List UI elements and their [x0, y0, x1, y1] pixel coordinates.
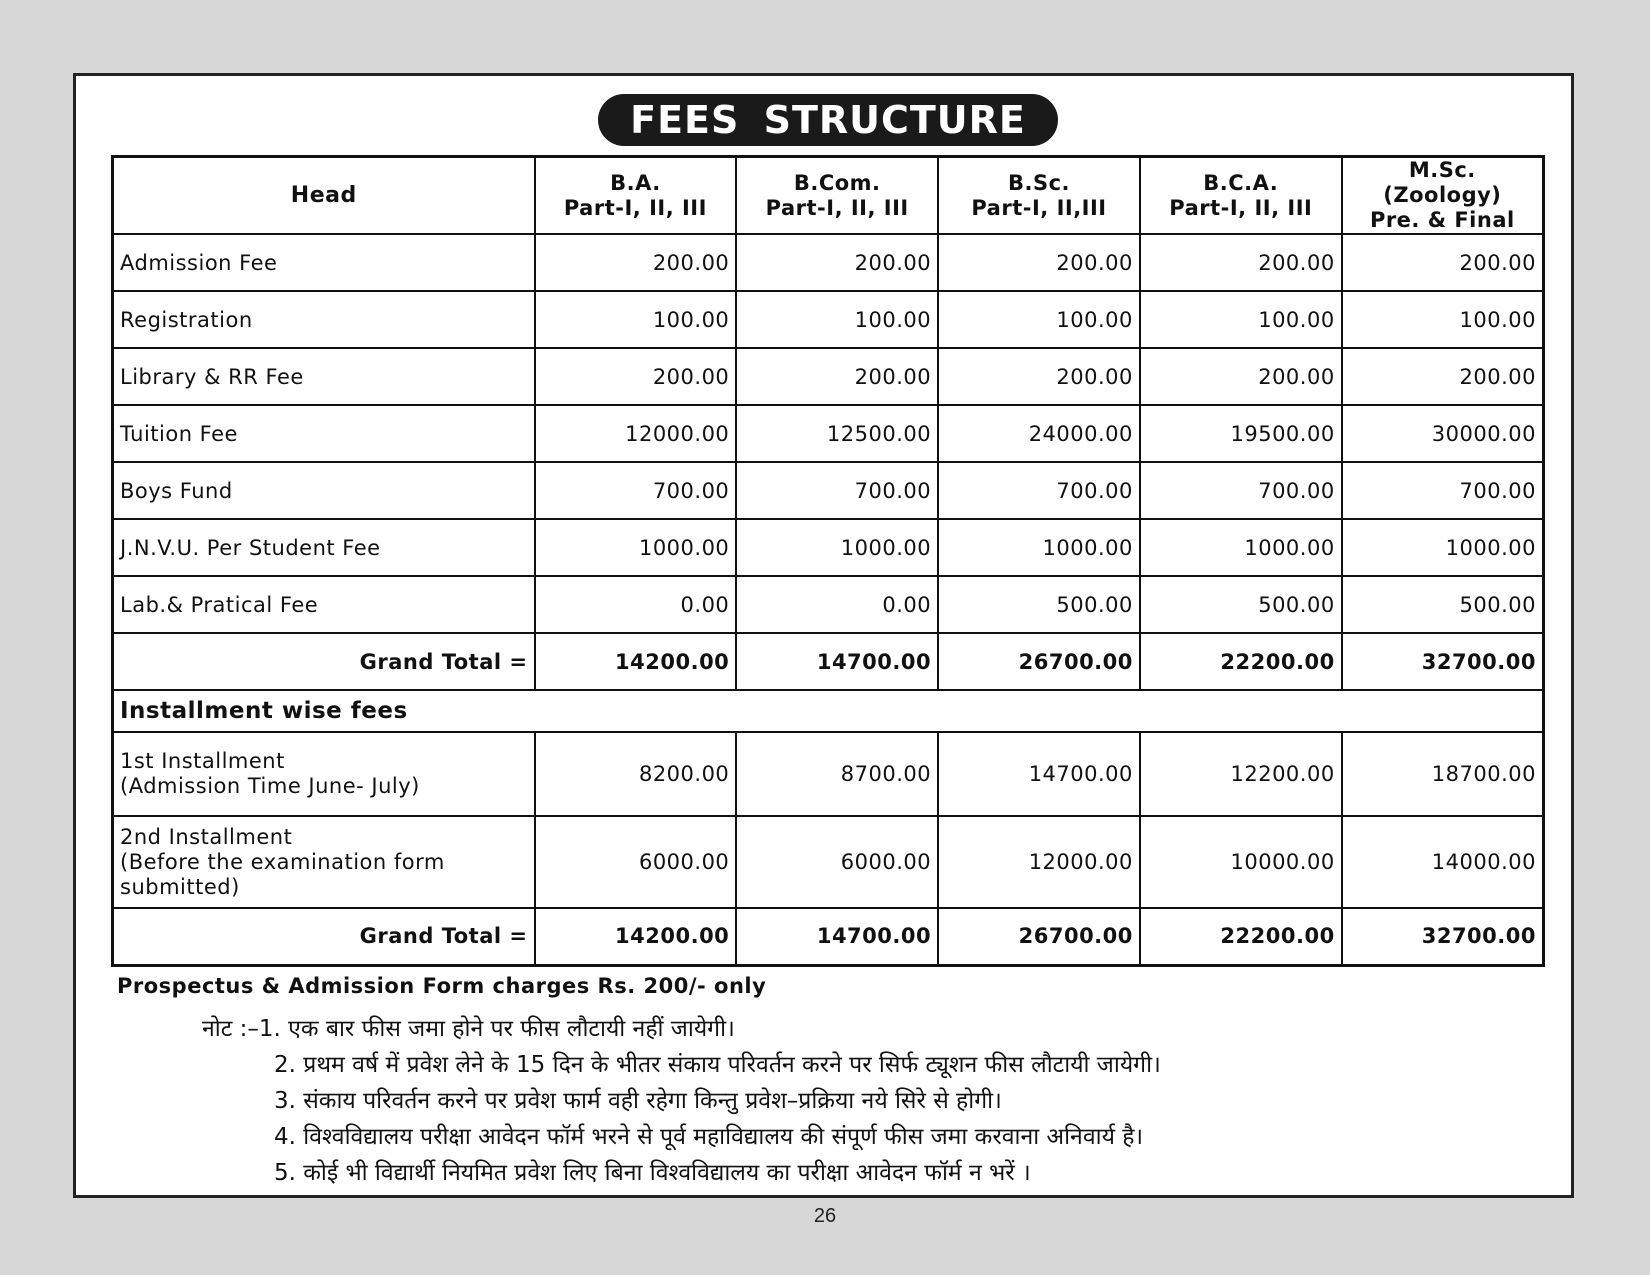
fee-cell: 700.00 [535, 462, 737, 519]
fee-cell: 200.00 [535, 348, 737, 405]
column-header-line: Part-I, II,III [971, 195, 1107, 220]
column-header-line: Pre. & Final [1369, 208, 1515, 232]
column-header-line: B.Com. [793, 170, 881, 195]
column-header-line: M.Sc. [1408, 158, 1476, 182]
total-cell: 26700.00 [938, 908, 1140, 965]
fee-cell: 10000.00 [1140, 816, 1342, 908]
fee-cell: 100.00 [1140, 291, 1342, 348]
fee-cell: 12000.00 [535, 405, 737, 462]
table-row-library-rr-fee [113, 348, 1544, 405]
grand-total-row [113, 908, 1544, 965]
fee-cell: 100.00 [535, 291, 737, 348]
row-head: J.N.V.U. Per Student Fee [113, 519, 535, 576]
fee-cell: 700.00 [736, 462, 938, 519]
row-head: Lab.& Pratical Fee [113, 576, 535, 633]
fee-cell: 8200.00 [535, 732, 737, 816]
note-item: 4. विश्वविद्यालय परीक्षा आवेदन फॉर्म भरने से पूर्व महाविद्यालय की संपूर्ण फीस जमा करवाना अनिवार्य है। [274, 1124, 1144, 1150]
table-row-jnvu-fee [113, 519, 1544, 576]
page-frame [73, 73, 1574, 1198]
total-cell: 14200.00 [535, 633, 737, 690]
column-header-ba [535, 157, 737, 235]
row-head-line: submitted) [120, 874, 240, 899]
column-header-bca [1140, 157, 1342, 235]
table-row-admission-fee [113, 234, 1544, 291]
fee-cell: 6000.00 [736, 816, 938, 908]
installment-heading: Installment wise fees [113, 690, 1544, 732]
fee-cell: 700.00 [1140, 462, 1342, 519]
grand-total-label: Grand Total = [113, 633, 535, 690]
notes-list [202, 1011, 1161, 1191]
fee-cell: 30000.00 [1342, 405, 1544, 462]
note-item: नोट :–1. एक बार फीस जमा होने पर फीस लौटायी नहीं जायेगी। [202, 1016, 735, 1042]
row-head [113, 816, 535, 908]
table-row-boys-fund [113, 462, 1544, 519]
column-header-line: B.Sc. [1007, 170, 1071, 195]
fee-cell: 200.00 [535, 234, 737, 291]
fee-cell: 100.00 [736, 291, 938, 348]
total-cell: 14700.00 [736, 633, 938, 690]
fee-cell: 500.00 [938, 576, 1140, 633]
page-title: FEES STRUCTURE [598, 94, 1058, 146]
column-header-line: B.A. [610, 170, 661, 195]
row-head: Boys Fund [113, 462, 535, 519]
total-cell: 32700.00 [1342, 908, 1544, 965]
fee-cell: 1000.00 [736, 519, 938, 576]
fee-cell: 200.00 [938, 234, 1140, 291]
fee-cell: 100.00 [938, 291, 1140, 348]
table-header-row [113, 157, 1544, 235]
fee-cell: 18700.00 [1342, 732, 1544, 816]
column-header-line: Part-I, II, III [1169, 195, 1313, 220]
fee-cell: 200.00 [1342, 348, 1544, 405]
fee-cell: 0.00 [736, 576, 938, 633]
fee-cell: 500.00 [1140, 576, 1342, 633]
table-row-installment-2 [113, 816, 1544, 908]
fee-cell: 700.00 [1342, 462, 1544, 519]
fee-cell: 100.00 [1342, 291, 1544, 348]
fee-cell: 700.00 [938, 462, 1140, 519]
column-header-line: (Zoology) [1383, 183, 1502, 207]
row-head: Registration [113, 291, 535, 348]
page-number: 26 [813, 1205, 837, 1227]
table-row-installment-1 [113, 732, 1544, 816]
fee-cell: 8700.00 [736, 732, 938, 816]
column-header-msc [1342, 157, 1544, 235]
fee-cell: 0.00 [535, 576, 737, 633]
column-header-head: Head [113, 157, 535, 235]
row-head: Library & RR Fee [113, 348, 535, 405]
column-header-line: Part-I, II, III [765, 195, 909, 220]
column-header-line: B.C.A. [1203, 170, 1279, 195]
note-item: 5. कोई भी विद्यार्थी नियमित प्रवेश लिए बिना विश्वविद्यालय का परीक्षा आवेदन फॉर्म न भरें । [274, 1160, 1031, 1186]
fee-cell: 1000.00 [938, 519, 1140, 576]
column-header-bsc [938, 157, 1140, 235]
column-header-bcom [736, 157, 938, 235]
fee-cell: 200.00 [736, 234, 938, 291]
fee-cell: 1000.00 [535, 519, 737, 576]
total-cell: 22200.00 [1140, 633, 1342, 690]
row-head-line: (Before the examination form [120, 849, 445, 874]
fee-cell: 500.00 [1342, 576, 1544, 633]
prospectus-note: Prospectus & Admission Form charges Rs. 200/- only [117, 974, 767, 998]
row-head [113, 732, 535, 816]
row-head: Admission Fee [113, 234, 535, 291]
total-cell: 26700.00 [938, 633, 1140, 690]
fee-cell: 200.00 [938, 348, 1140, 405]
row-head-line: 2nd Installment [120, 824, 293, 849]
fee-cell: 1000.00 [1140, 519, 1342, 576]
fee-cell: 200.00 [1140, 348, 1342, 405]
total-cell: 22200.00 [1140, 908, 1342, 965]
fee-cell: 19500.00 [1140, 405, 1342, 462]
fee-cell: 200.00 [1342, 234, 1544, 291]
grand-total-row [113, 633, 1544, 690]
row-head: Tuition Fee [113, 405, 535, 462]
table-row-tuition-fee [113, 405, 1544, 462]
row-head-line: (Admission Time June- July) [120, 774, 420, 798]
column-header-line: Part-I, II, III [563, 195, 707, 220]
table-row-registration [113, 291, 1544, 348]
fee-cell: 200.00 [1140, 234, 1342, 291]
fee-cell: 1000.00 [1342, 519, 1544, 576]
total-cell: 14700.00 [736, 908, 938, 965]
fee-cell: 12500.00 [736, 405, 938, 462]
fee-cell: 12000.00 [938, 816, 1140, 908]
fee-cell: 200.00 [736, 348, 938, 405]
total-cell: 32700.00 [1342, 633, 1544, 690]
note-item: 3. संकाय परिवर्तन करने पर प्रवेश फार्म वही रहेगा किन्तु प्रवेश–प्रक्रिया नये सिरे से होगी। [274, 1088, 1002, 1114]
table-row-lab-fee [113, 576, 1544, 633]
fee-cell: 6000.00 [535, 816, 737, 908]
fee-cell: 12200.00 [1140, 732, 1342, 816]
fee-cell: 14000.00 [1342, 816, 1544, 908]
row-head-line: 1st Installment [120, 749, 285, 773]
installment-section-row [113, 690, 1544, 732]
note-item: 2. प्रथम वर्ष में प्रवेश लेने के 15 दिन के भीतर संकाय परिवर्तन करने पर सिर्फ ट्यूशन फीस लौटायी जायेगी। [274, 1052, 1161, 1078]
total-cell: 14200.00 [535, 908, 737, 965]
grand-total-label: Grand Total = [113, 908, 535, 965]
fee-cell: 14700.00 [938, 732, 1140, 816]
fees-table [111, 155, 1545, 967]
fee-cell: 24000.00 [938, 405, 1140, 462]
